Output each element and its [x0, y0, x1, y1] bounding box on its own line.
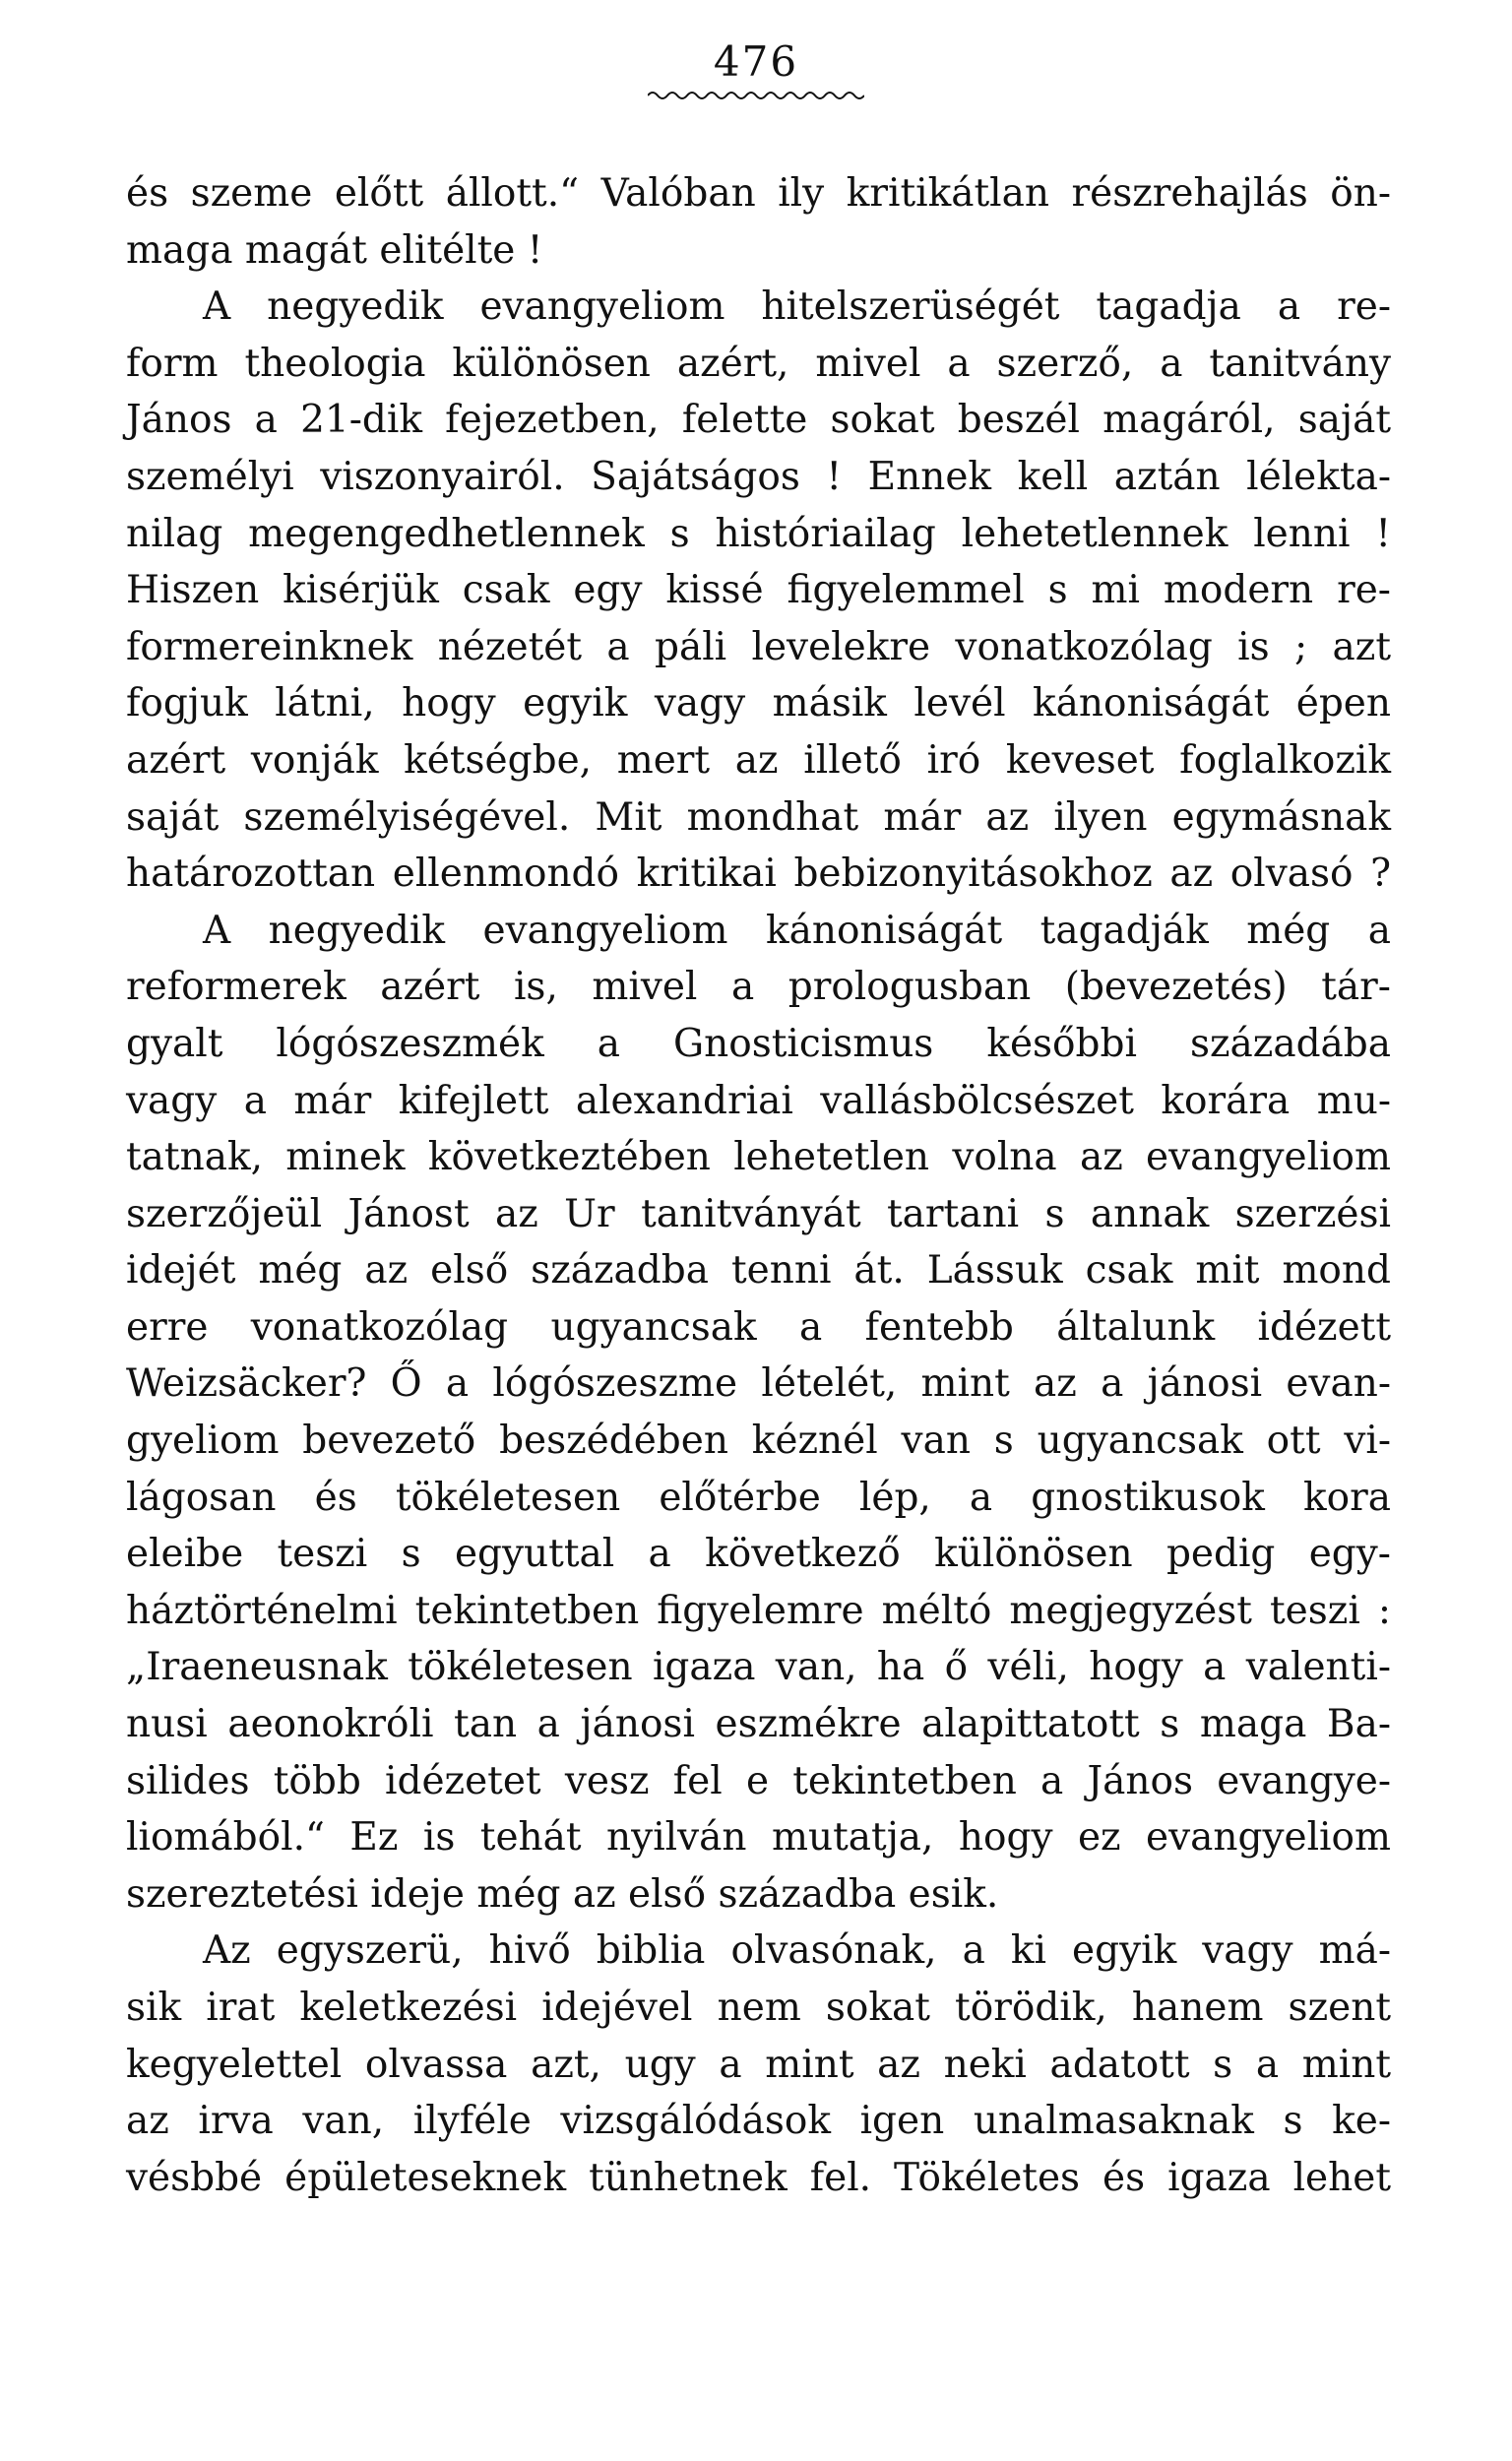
text-line: saját személyiségével. Mit mondhat már az ilyen egymásnak — [126, 794, 1391, 840]
text-line: fogjuk látni, hogy egyik vagy másik levél kánoniságát épen — [126, 681, 1391, 726]
text-line: határozottan ellenmondó kritikai bebizonyitásokhoz az olvasó ? — [126, 852, 1391, 897]
text-line: A negyedik evangyeliom hitelszerüségét tagadja a re- — [203, 284, 1391, 330]
text-line: kegyelettel olvassa azt, ugy a mint az neki adatott s a mint — [126, 2042, 1391, 2087]
text-line: eleibe teszi s egyuttal a következő különösen pedig egy- — [126, 1532, 1391, 1577]
text-line: liomából.“ Ez is tehát nyilván mutatja, hogy ez evangyeliom — [126, 1815, 1391, 1861]
text-line: lágosan és tökéletesen előtérbe lép, a gnostikusok kora — [126, 1475, 1391, 1520]
text-line: erre vonatkozólag ugyancsak a fentebb általunk idézett — [126, 1304, 1391, 1350]
text-line: és szeme előtt állott.“ Valóban ily kritikátlan részrehajlás ön- — [126, 171, 1391, 216]
text-line: szereztetési ideje még az első századba esik. — [126, 1871, 999, 1917]
text-line: vagy a már kifejlett alexandriai vallásbölcsészet korára mu- — [126, 1078, 1391, 1123]
text-line: maga magát elitélte ! — [126, 227, 543, 273]
text-line: szerzőjeül Jánost az Ur tanitványát tartani s annak szerzési — [126, 1191, 1391, 1236]
body-text — [126, 165, 1391, 2206]
text-line: „Iraeneusnak tökéletesen igaza van, ha ő véli, hogy a valenti- — [126, 1645, 1391, 1690]
text-line: nilag megengedhetlennek s históriailag lehetetlennek lenni ! — [126, 511, 1391, 556]
text-line: személyi viszonyairól. Sajátságos ! Ennek kell aztán lélekta- — [126, 454, 1391, 499]
text-line: tatnak, minek következtében lehetetlen volna az evangyeliom — [126, 1135, 1391, 1180]
text-line: reformerek azért is, mivel a prologusban (bevezetés) tár- — [126, 965, 1391, 1010]
text-line: vésbbé épületeseknek tünhetnek fel. Tökéletes és igaza lehet — [126, 2155, 1391, 2200]
text-line: form theologia különösen azért, mivel a szerző, a tanitvány — [126, 341, 1391, 386]
text-line: Hiszen kisérjük csak egy kissé figyelemmel s mi modern re- — [126, 568, 1391, 613]
text-line: formereinknek nézetét a páli levelekre vonatkozólag is ; azt — [126, 624, 1391, 669]
page-header — [0, 37, 1512, 102]
text-line: azért vonják kétségbe, mert az illető iró keveset foglalkozik — [126, 737, 1391, 783]
text-line: háztörténelmi tekintetben figyelemre méltó megjegyzést teszi : — [126, 1588, 1391, 1633]
text-line: Az egyszerü, hivő biblia olvasónak, a ki egyik vagy má- — [203, 1928, 1391, 1974]
text-line: az irva van, ilyféle vizsgálódások igen unalmasaknak s ke- — [126, 2099, 1391, 2144]
text-line: sik irat keletkezési idejével nem sokat törödik, hanem szent — [126, 1986, 1391, 2030]
page-number: 476 — [713, 37, 799, 86]
text-line: gyeliom bevezető beszédében kéznél van s ugyancsak ott vi- — [126, 1419, 1391, 1464]
text-line: silides több idézetet vesz fel e tekintetben a János evangye- — [126, 1758, 1391, 1803]
wavy-rule-ornament — [648, 89, 864, 102]
text-line: János a 21-dik fejezetben, felette sokat beszél magáról, saját — [126, 398, 1391, 443]
text-line: idejét még az első századba tenni át. Lássuk csak mit mond — [126, 1248, 1391, 1294]
text-line: Weizsäcker? Ő a lógószeszme lételét, mint az a jánosi evan- — [126, 1361, 1391, 1407]
text-line: nusi aeonokróli tan a jánosi eszmékre alapittatott s maga Ba- — [126, 1702, 1391, 1747]
text-line: gyalt lógószeszmék a Gnosticismus későbbi századába — [126, 1021, 1391, 1066]
text-line: A negyedik evangyeliom kánoniságát tagadják még a — [203, 908, 1391, 953]
